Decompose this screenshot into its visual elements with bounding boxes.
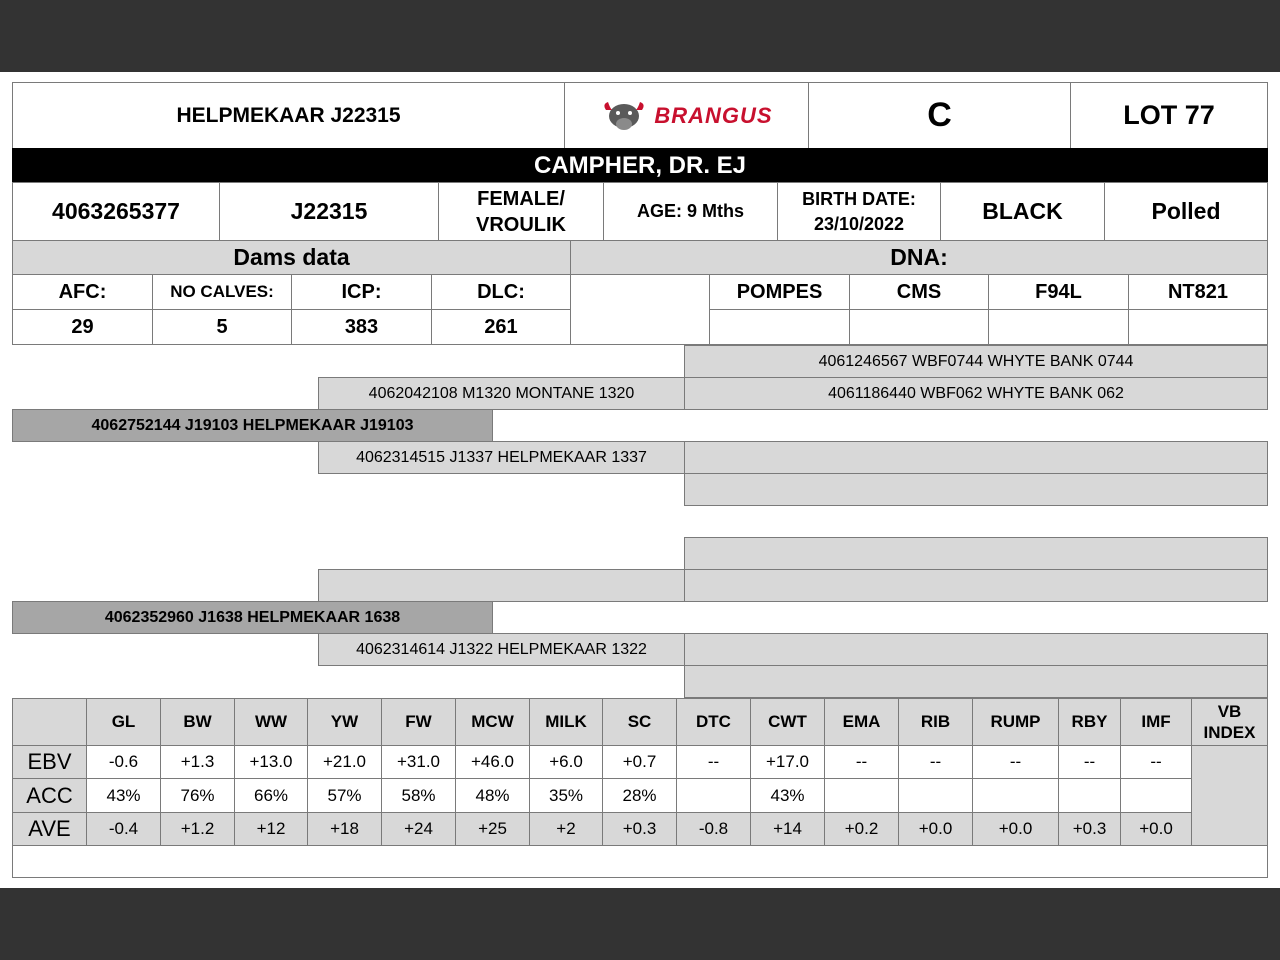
- dna-header-pompes: POMPES: [709, 274, 850, 310]
- afc-value: 29: [12, 309, 153, 345]
- ebv-value: --: [898, 745, 973, 779]
- acc-value: [898, 778, 973, 813]
- ebv-header-ema: EMA: [824, 698, 899, 746]
- logo-text: BRANGUS: [654, 102, 773, 128]
- pedigree-sire-dam: 4062314515 J1337 HELPMEKAAR 1337: [318, 441, 685, 474]
- acc-value: [1058, 778, 1121, 813]
- ave-value: +1.2: [160, 812, 235, 846]
- sex: FEMALE/ VROULIK: [438, 182, 604, 241]
- row-label-acc: ACC: [12, 778, 87, 813]
- no-calves-value: 5: [152, 309, 292, 345]
- ebv-value: --: [1058, 745, 1121, 779]
- ebv-header-rump: RUMP: [972, 698, 1059, 746]
- acc-value: [824, 778, 899, 813]
- notes-row: [12, 845, 1268, 878]
- ave-value: +2: [529, 812, 603, 846]
- lot-sheet: [0, 72, 1280, 888]
- ebv-header-cwt: CWT: [750, 698, 825, 746]
- ebv-value: +17.0: [750, 745, 825, 779]
- row-label-ave: AVE: [12, 812, 87, 846]
- ebv-header-vb-index: VB INDEX: [1191, 698, 1268, 746]
- acc-value: 35%: [529, 778, 603, 813]
- ave-value: +0.3: [602, 812, 677, 846]
- pedigree-dam-dam: 4062314614 J1322 HELPMEKAAR 1322: [318, 633, 685, 666]
- pedigree-sire-dam-dam: [684, 473, 1268, 506]
- ebv-value: --: [676, 745, 751, 779]
- pedigree-dam-sire: [318, 569, 685, 602]
- vb-index-value: [1191, 745, 1268, 846]
- ebv-header-bw: BW: [160, 698, 235, 746]
- no-calves-header: NO CALVES:: [152, 274, 292, 310]
- pedigree-sire-dam-sire: [684, 441, 1268, 474]
- ave-value: +12: [234, 812, 308, 846]
- dna-blank-cell: [570, 274, 710, 345]
- pedigree-dam-dam-dam: [684, 665, 1268, 698]
- ebv-header-imf: IMF: [1120, 698, 1192, 746]
- ebv-header-rby: RBY: [1058, 698, 1121, 746]
- ebv-value: +0.7: [602, 745, 677, 779]
- ave-value: +0.2: [824, 812, 899, 846]
- ave-value: +0.0: [898, 812, 973, 846]
- ebv-value: --: [824, 745, 899, 779]
- pedigree-dam-sire-dam: [684, 569, 1268, 602]
- birth-date-value: 23/10/2022: [813, 213, 905, 234]
- acc-value: 43%: [750, 778, 825, 813]
- birth-date-label: BIRTH DATE:: [802, 188, 916, 209]
- acc-value: [676, 778, 751, 813]
- ave-value: +18: [307, 812, 382, 846]
- acc-value: 28%: [602, 778, 677, 813]
- pedigree-dam: 4062352960 J1638 HELPMEKAAR 1638: [12, 601, 493, 634]
- dlc-header: DLC:: [431, 274, 571, 310]
- ebv-value: +13.0: [234, 745, 308, 779]
- ebv-header-dtc: DTC: [676, 698, 751, 746]
- ebv-header-yw: YW: [307, 698, 382, 746]
- acc-value: 66%: [234, 778, 308, 813]
- ebv-header-gl: GL: [86, 698, 161, 746]
- pedigree-sire: 4062752144 J19103 HELPMEKAAR J19103: [12, 409, 493, 442]
- ebv-value: +1.3: [160, 745, 235, 779]
- ebv-value: +6.0: [529, 745, 603, 779]
- ebv-value: -0.6: [86, 745, 161, 779]
- bull-head-icon: [600, 98, 648, 134]
- animal-name: HELPMEKAAR J22315: [12, 82, 565, 149]
- acc-value: 76%: [160, 778, 235, 813]
- ave-value: +14: [750, 812, 825, 846]
- dna-title: DNA:: [570, 240, 1268, 275]
- ebv-value: +31.0: [381, 745, 456, 779]
- brangus-logo: [564, 82, 809, 149]
- dna-value-cms: [849, 309, 989, 345]
- ebv-header-milk: MILK: [529, 698, 603, 746]
- dna-value-nt821: [1128, 309, 1268, 345]
- ebv-value: --: [972, 745, 1059, 779]
- acc-value: 48%: [455, 778, 530, 813]
- ave-value: +0.0: [1120, 812, 1192, 846]
- color: BLACK: [940, 182, 1105, 241]
- acc-value: [1120, 778, 1192, 813]
- dna-header-nt821: NT821: [1128, 274, 1268, 310]
- ebv-corner-cell: [12, 698, 87, 746]
- ave-value: -0.4: [86, 812, 161, 846]
- dna-value-pompes: [709, 309, 850, 345]
- ebv-header-sc: SC: [602, 698, 677, 746]
- ave-value: +25: [455, 812, 530, 846]
- registration-number: 4063265377: [12, 182, 220, 241]
- ave-value: +0.0: [972, 812, 1059, 846]
- pedigree-dam-dam-sire: [684, 633, 1268, 666]
- pedigree-sire-sire-dam: 4061186440 WBF062 WHYTE BANK 062: [684, 377, 1268, 410]
- animal-id: J22315: [219, 182, 439, 241]
- pedigree-sire-sire: 4062042108 M1320 MONTANE 1320: [318, 377, 685, 410]
- pedigree-sire-sire-sire: 4061246567 WBF0744 WHYTE BANK 0744: [684, 345, 1268, 378]
- icp-header: ICP:: [291, 274, 432, 310]
- dna-header-f94l: F94L: [988, 274, 1129, 310]
- acc-value: 43%: [86, 778, 161, 813]
- pedigree-dam-sire-sire: [684, 537, 1268, 570]
- ebv-header-rib: RIB: [898, 698, 973, 746]
- ave-value: +24: [381, 812, 456, 846]
- acc-value: [972, 778, 1059, 813]
- afc-header: AFC:: [12, 274, 153, 310]
- acc-value: 58%: [381, 778, 456, 813]
- ave-value: -0.8: [676, 812, 751, 846]
- acc-value: 57%: [307, 778, 382, 813]
- ebv-value: --: [1120, 745, 1192, 779]
- class-grade: C: [808, 82, 1071, 149]
- dlc-value: 261: [431, 309, 571, 345]
- birth-date: [777, 182, 941, 241]
- ebv-header-ww: WW: [234, 698, 308, 746]
- dams-data-title: Dams data: [12, 240, 571, 275]
- row-label-ebv: EBV: [12, 745, 87, 779]
- ebv-value: +46.0: [455, 745, 530, 779]
- ebv-header-fw: FW: [381, 698, 456, 746]
- dna-header-cms: CMS: [849, 274, 989, 310]
- icp-value: 383: [291, 309, 432, 345]
- ave-value: +0.3: [1058, 812, 1121, 846]
- age: AGE: 9 Mths: [603, 182, 778, 241]
- ebv-value: +21.0: [307, 745, 382, 779]
- ebv-header-mcw: MCW: [455, 698, 530, 746]
- lot-number: LOT 77: [1070, 82, 1268, 149]
- horn-status: Polled: [1104, 182, 1268, 241]
- dna-value-f94l: [988, 309, 1129, 345]
- seller-name: CAMPHER, DR. EJ: [12, 148, 1268, 183]
